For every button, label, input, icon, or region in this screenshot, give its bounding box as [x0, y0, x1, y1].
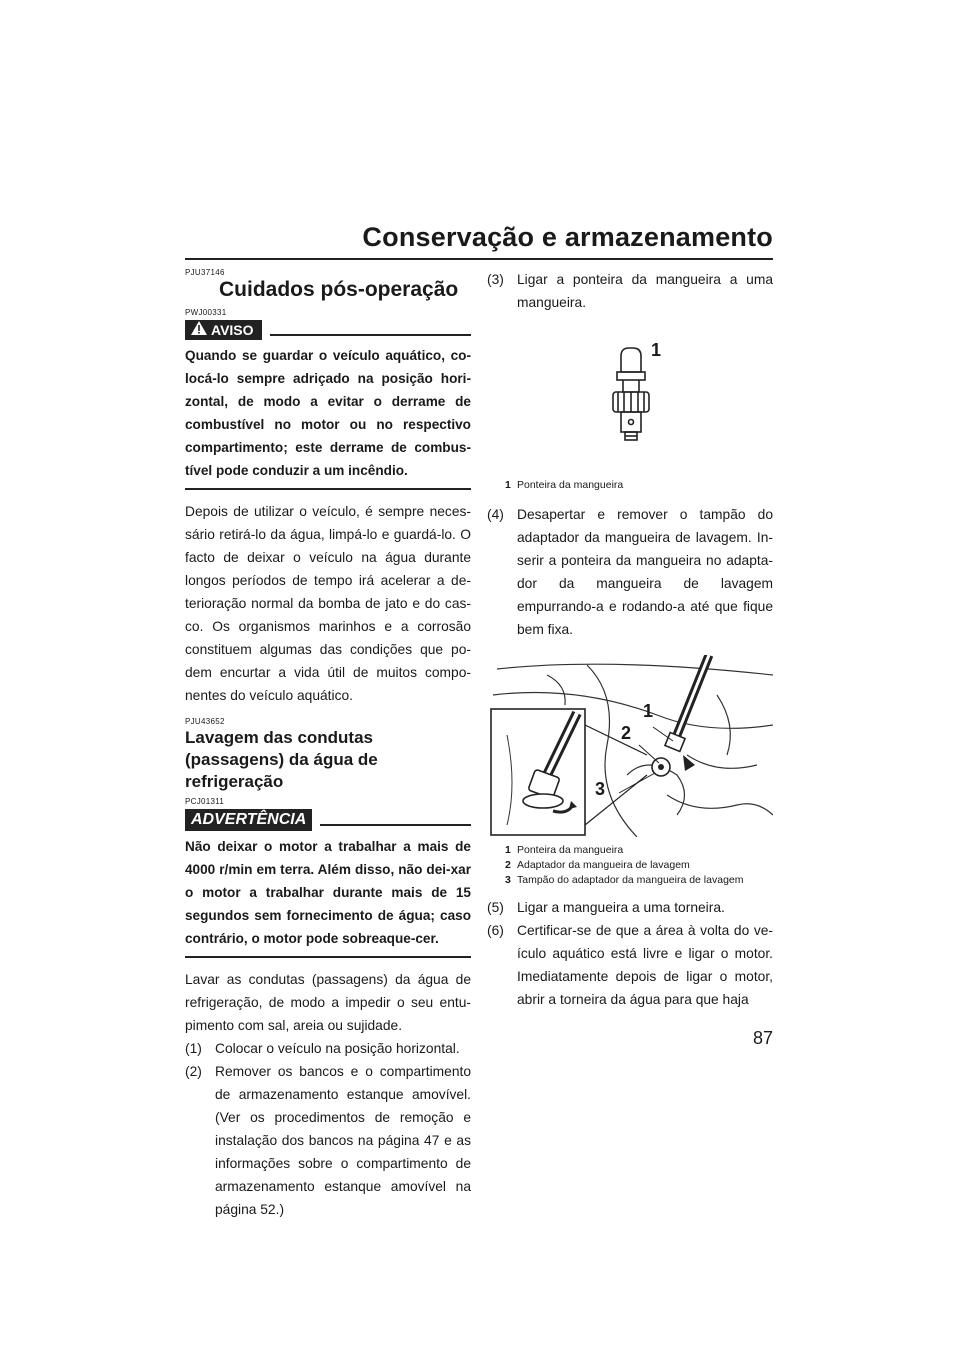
step-text: Remover os bancos e o compartimento de armazenamento estanque amovível. (Ver os procedimentos de remoção e instalação dos bancos na página 47 e as informações sobre o compartimento de armazenamento estanque amovível na página 52.) — [215, 1064, 471, 1217]
caption-text: Tampão do adaptador da mangueira de lavagem — [517, 874, 744, 886]
caution-label: ADVERTÊNCIA — [191, 811, 307, 828]
caution-header — [185, 809, 471, 831]
caution-rule — [320, 824, 471, 826]
flush-paragraph: Lavar as condutas (passagens) da água de refrigeração, de modo a impedir o seu entu-pimento com sal, areia ou sujidade. — [185, 972, 471, 1033]
steps-list-step4 — [487, 503, 773, 641]
page-header-title: Conservação e armazenamento — [362, 222, 773, 252]
warning-badge — [185, 320, 262, 340]
step-text: Ligar a ponteira da mangueira a uma mangueira. — [517, 272, 773, 310]
step-number: (2) — [185, 1064, 202, 1079]
caption-text: Ponteira da mangueira — [517, 844, 624, 856]
step-text: Ligar a mangueira a uma torneira. — [517, 900, 725, 915]
list-item — [487, 268, 773, 314]
right-column — [487, 268, 773, 1011]
warning-code: PWJ00331 — [185, 308, 227, 317]
subsection-code: PJU43652 — [185, 717, 225, 726]
caution-badge — [185, 809, 312, 831]
flush-adapter-illustration — [487, 655, 773, 837]
warning-text: Quando se guardar o veículo aquático, co-locá-lo sempre adriçado na posição hori-zontal, de modo a evitar o derrame de combustível no motor ou no respectivo compartimento; este derrame de combus-tível pode conduzir a um incêndio. — [185, 348, 471, 478]
caution-code: PCJ01311 — [185, 797, 225, 806]
figure2-callout-1: 1 — [643, 701, 654, 721]
caption-number: 1 — [505, 479, 511, 491]
left-column — [185, 268, 471, 1221]
caption-number: 1 — [505, 844, 511, 856]
flush-adapter-figure — [487, 655, 773, 837]
list-item — [185, 1060, 471, 1221]
caution-end-rule — [185, 956, 471, 958]
list-item — [487, 919, 773, 1011]
figure2-callout-3: 3 — [595, 779, 606, 799]
steps-list-left — [185, 1037, 471, 1221]
caption-number: 2 — [505, 859, 511, 871]
page-number: 87 — [752, 1028, 773, 1048]
header-rule — [185, 258, 773, 260]
step-number: (3) — [487, 272, 504, 287]
warning-label: AVISO — [211, 322, 254, 338]
warning-rule — [270, 334, 471, 336]
list-item — [487, 896, 773, 919]
steps-list-step3 — [487, 268, 773, 314]
figure1-caption — [505, 478, 773, 493]
hose-nozzle-figure — [487, 322, 773, 472]
section-code: PJU37146 — [185, 268, 225, 277]
step-number: (4) — [487, 507, 504, 522]
list-item — [487, 503, 773, 641]
steps-list-right — [487, 896, 773, 1011]
step-text: Desapertar e remover o tampão do adaptador da mangueira de lavagem. In-serir a ponteira da mangueira no adapta-dor da mangueira de lavagem empurrando-a e rodando-a até que fique bem fixa. — [517, 507, 773, 637]
intro-paragraph: Depois de utilizar o veículo, é sempre neces-sário retirá-lo da água, limpá-lo e guardá-lo. O facto de deixar o veículo na água durante longos períodos de tempo irá acelerar a de-terioração normal da bomba de jato e do cas-co. Os organismos marinhos e a corrosão constituem algumas das condições que po-dem encurtar a vida útil de muitos compo-nentes do veículo aquático. — [185, 504, 471, 703]
section-title: Cuidados pós-operação — [219, 278, 459, 301]
figure2-captions — [487, 843, 773, 888]
step-text: Colocar o veículo na posição horizontal. — [215, 1041, 460, 1056]
figure2-callout-2: 2 — [621, 723, 632, 743]
warning-end-rule — [185, 488, 471, 490]
list-item — [185, 1037, 471, 1060]
warning-triangle-icon — [191, 320, 207, 340]
step-text: Certificar-se de que a área à volta do ve-ículo aquático está livre e ligar o motor. Imediatamente depois de ligar o motor, abrir a torneira da água para que haja — [517, 923, 773, 1007]
step-number: (1) — [185, 1041, 202, 1056]
figure1-callout-1: 1 — [651, 340, 662, 360]
step-number: (5) — [487, 900, 504, 915]
caption-item — [505, 873, 773, 888]
caption-item — [505, 858, 773, 873]
caption-item — [505, 843, 773, 858]
caption-text: Ponteira da mangueira — [517, 479, 624, 491]
caption-text: Adaptador da mangueira de lavagem — [517, 859, 690, 871]
caption-number: 3 — [505, 874, 511, 886]
caution-text: Não deixar o motor a trabalhar a mais de 4000 r/min em terra. Além disso, não dei-xar o motor a trabalhar durante mais de 15 segundos sem fornecimento de água; caso contrário, o motor pode sobreaque-cer. — [185, 839, 471, 946]
hose-nozzle-illustration — [487, 322, 773, 472]
warning-header — [185, 320, 471, 340]
subsection-title: Lavagem das condutas (passagens) da água de refrigeração — [185, 728, 378, 791]
step-number: (6) — [487, 923, 504, 938]
